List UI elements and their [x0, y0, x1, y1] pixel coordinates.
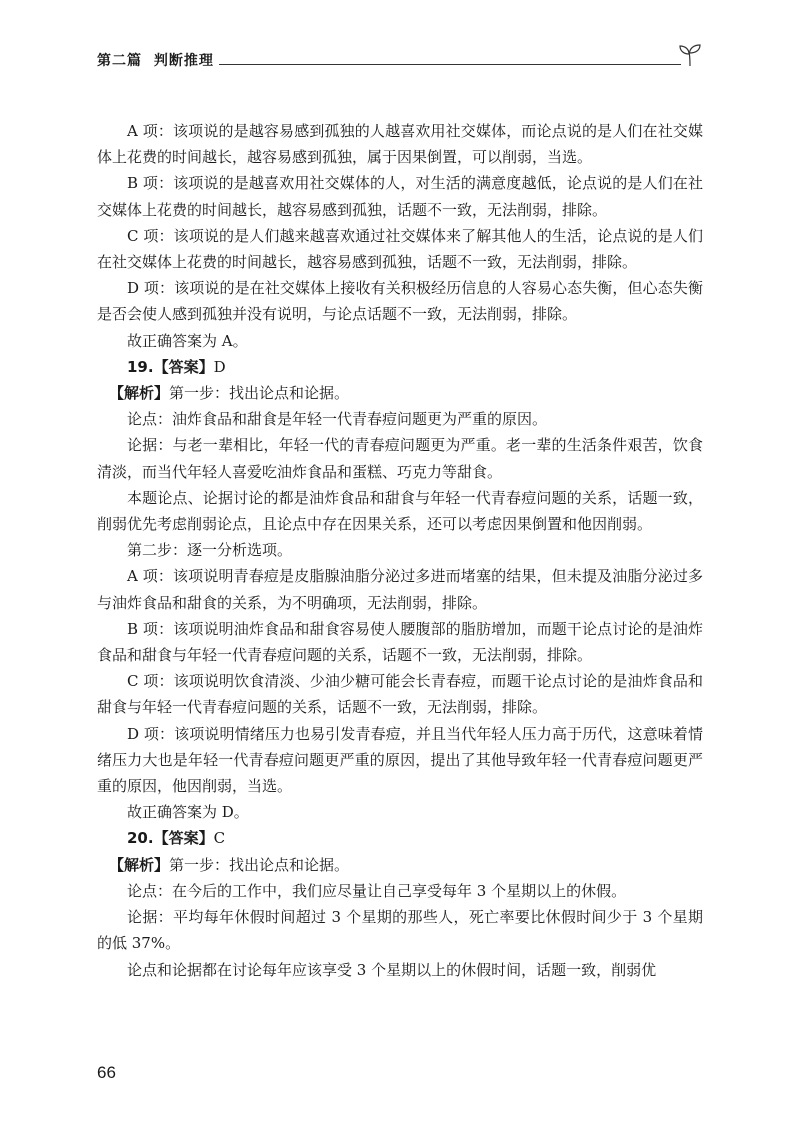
paragraph: [97, 118, 703, 170]
paragraph: [97, 721, 703, 800]
paragraph-text: B 项：该项说的是越喜欢用社交媒体的人，对生活的满意度越低，论点说的是人们在社交媒体上花费的时间越长，越容易感到孤独，话题不一致，无法削弱，排除。: [97, 174, 703, 219]
paragraph: [97, 354, 703, 380]
paragraph: [97, 223, 703, 275]
paragraph: [97, 799, 703, 825]
paragraph: [97, 170, 703, 222]
paragraph-text: 论据：与老一辈相比，年轻一代的青春痘问题更为严重。老一辈的生活条件艰苦，饮食清淡，而当代年轻人喜爱吃油炸食品和蛋糕、巧克力等甜食。: [97, 436, 703, 481]
paragraph-text: 故正确答案为 D。: [127, 803, 249, 822]
paragraph-text: 本题论点、论据讨论的都是油炸食品和甜食与年轻一代青春痘问题的关系，话题一致，削弱优先考虑削弱论点，且论点中存在因果关系，还可以考虑因果倒置和他因削弱。: [97, 488, 703, 534]
paragraph-lead: 【解析】: [109, 384, 170, 403]
page-number: 66: [97, 1063, 116, 1082]
paragraph-text: A 项：该项说明青春痘是皮脂腺油脂分泌过多进而堵塞的结果，但未提及油脂分泌过多与油炸食品和甜食的关系，为不明确项，无法削弱，排除。: [97, 567, 703, 612]
paragraph-text: C 项：该项说的是人们越来越喜欢通过社交媒体来了解其他人的生活，论点说的是人们在社交媒体上花费的时间越长，越容易感到孤独，话题不一致，无法削弱，排除。: [97, 226, 703, 272]
paragraph-text: B 项：该项说明油炸食品和甜食容易使人腰腹部的脂肪增加，而题干论点讨论的是油炸食品和甜食与年轻一代青春痘问题的关系，话题不一致，无法削弱，排除。: [97, 619, 703, 665]
paragraph-text: D 项：该项说的是在社交媒体上接收有关积极经历信息的人容易心态失衡，但心态失衡是否会使人感到孤独并没有说明，与论点话题不一致，无法削弱，排除。: [97, 279, 703, 324]
paragraph: [97, 328, 703, 354]
paragraph: [97, 432, 703, 484]
paragraph-lead: 20.【答案】: [127, 829, 214, 848]
answer-explanation-body: [97, 118, 703, 983]
header-rule: [219, 64, 681, 65]
paragraph: [97, 668, 703, 720]
paragraph: [97, 904, 703, 956]
paragraph: [97, 406, 703, 432]
paragraph-text: D: [213, 357, 226, 376]
paragraph: [97, 852, 703, 878]
paragraph-text: 论点和论据都在讨论每年应该享受 3 个星期以上的休假时间，话题一致，削弱优: [127, 960, 657, 979]
paragraph-text: 第二步：逐一分析选项。: [127, 541, 293, 560]
paragraph: [97, 878, 703, 904]
paragraph: [97, 485, 703, 537]
paragraph: [97, 616, 703, 668]
paragraph-text: 论点：在今后的工作中，我们应尽量让自己享受每年 3 个星期以上的休假。: [127, 881, 627, 900]
paragraph: [97, 563, 703, 615]
paragraph: [97, 380, 703, 406]
paragraph: [97, 537, 703, 563]
paragraph-text: 第一步：找出论点和论据。: [169, 384, 350, 403]
paragraph-text: A 项：该项说的是越容易感到孤独的人越喜欢用社交媒体，而论点说的是人们在社交媒体上花费的时间越长，越容易感到孤独，属于因果倒置，可以削弱，当选。: [97, 122, 703, 167]
paragraph: [97, 275, 703, 327]
paragraph-lead: 19.【答案】: [127, 357, 214, 376]
paragraph-lead: 【解析】: [109, 855, 170, 874]
paragraph-text: 第一步：找出论点和论据。: [169, 855, 350, 874]
running-header: [97, 42, 703, 72]
sprout-icon: [677, 42, 703, 68]
header-part: 第二篇: [97, 53, 142, 69]
paragraph-text: 论点：油炸食品和甜食是年轻一代青春痘问题更为严重的原因。: [127, 410, 548, 429]
paragraph-text: 故正确答案为 A。: [127, 331, 248, 350]
paragraph-text: C: [213, 829, 226, 848]
paragraph: [97, 825, 703, 851]
header-title: [97, 50, 214, 70]
paragraph-text: 论据：平均每年休假时间超过 3 个星期的那些人，死亡率要比休假时间少于 3 个星期的低 37%。: [97, 908, 703, 953]
header-section: 判断推理: [153, 53, 214, 69]
paragraph-text: C 项：该项说明饮食清淡、少油少糖可能会长青春痘，而题干论点讨论的是油炸食品和甜食与年轻一代青春痘问题的关系，话题不一致，无法削弱，排除。: [97, 672, 703, 717]
paragraph-text: D 项：该项说明情绪压力也易引发青春痘，并且当代年轻人压力高于历代，这意味着情绪压力大也是年轻一代青春痘问题更严重的原因，提出了其他导致年轻一代青春痘问题更严重的原因，他因削弱，当选。: [97, 724, 703, 796]
paragraph: [97, 957, 703, 983]
